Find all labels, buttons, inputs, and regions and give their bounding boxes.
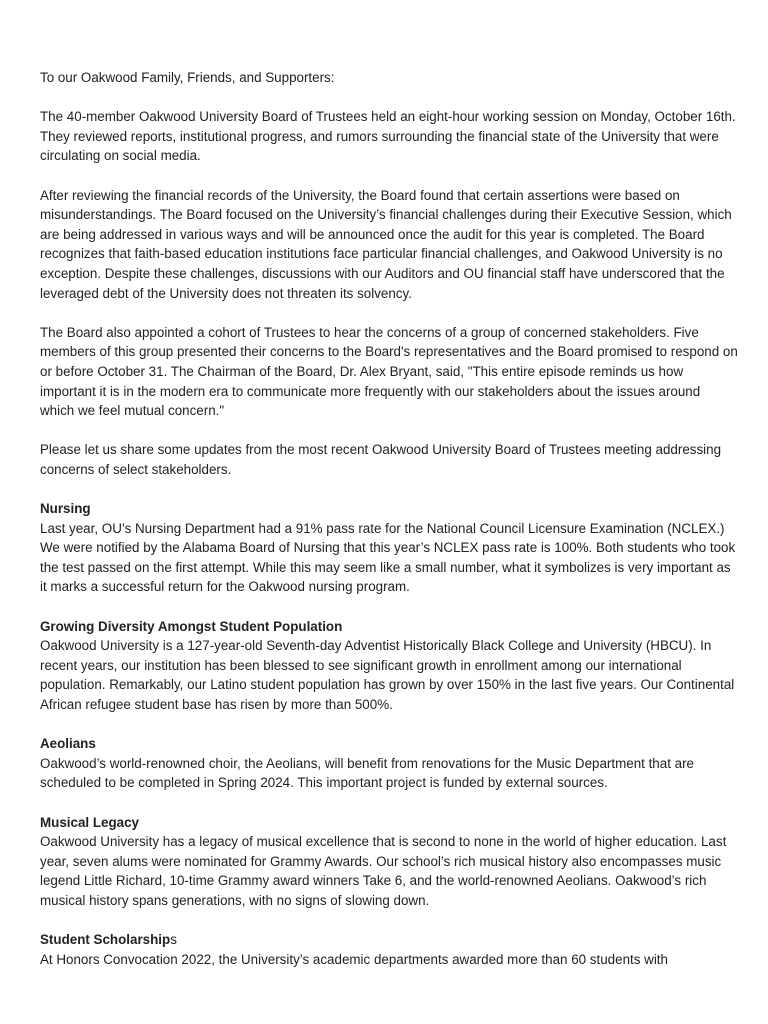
intro-paragraph-updates: Please let us share some updates from the most recent Oakwood University Board of Trustees meeting addressing concerns of select stakeholders. — [40, 442, 722, 477]
section-body: Oakwood University has a legacy of musical excellence that is second to none in the world of higher education. Last year, seven alums were nominated for Grammy Awards. Our school’s rich musical history also encompasses music legend Little Richard, 10-time Grammy award winners Take 6, and the world-renowned Aeolians. Oakwood’s rich musical history spans generations, with no signs of slowing down. — [40, 834, 727, 908]
section-aeolians — [40, 734, 738, 793]
section-heading-text: Nursing — [40, 501, 91, 517]
section-heading-tail: s — [170, 932, 177, 948]
section-heading-text: Student Scholarship — [40, 932, 171, 948]
section-musical-legacy — [40, 813, 738, 911]
section-body: Oakwood’s world-renowned choir, the Aeolians, will benefit from renovations for the Music Department that are scheduled to be completed in Spring 2024. This important project is funded by external sources. — [40, 755, 694, 791]
section-heading — [40, 930, 738, 950]
section-heading-text: Musical Legacy — [40, 814, 139, 830]
intro-paragraph-board-session: The 40-member Oakwood University Board of Trustees held an eight-hour working session on Monday, October 16th. They reviewed reports, institutional progress, and rumors surrounding the financial state of the University that were circulating on social media. — [40, 109, 736, 164]
section-body: At Honors Convocation 2022, the University’s academic departments awarded more than 60 students with — [40, 951, 668, 967]
section-heading-text: Aeolians — [40, 736, 96, 752]
section-heading — [40, 499, 738, 519]
section-body: Last year, OU’s Nursing Department had a 91% pass rate for the National Council Licensure Examination (NCLEX.) We were notified by the Alabama Board of Nursing that this year’s NCLEX pass rate is 100%. Both students who took the test passed on the first attempt. While this may seem like a small number, what it symbolizes is very important as it marks a successful return for the Oakwood nursing program. — [40, 520, 736, 595]
intro-paragraph-stakeholder-concerns: The Board also appointed a cohort of Trustees to hear the concerns of a group of concerned stakeholders. Five members of this group presented their concerns to the Board's representatives and the Board promised to respond on or before October 31. The Chairman of the Board, Dr. Alex Bryant, said, "This entire episode reminds us how important it is in the modern era to communicate more frequently with our stakeholders about the issues around which we feel mutual concern." — [40, 324, 738, 419]
section-heading — [40, 617, 738, 637]
intro-paragraph-financial-review: After reviewing the financial records of the University, the Board found that certain assertions were based on misunderstandings. The Board focused on the University’s financial challenges during their Executive Session, which are being addressed in various ways and will be announced once the audit for this year is completed. The Board recognizes that faith-based education institutions face particular financial challenges, and Oakwood University is no exception. Despite these challenges, discussions with our Auditors and OU financial staff have underscored that the leveraged debt of the University does not threaten its solvency. — [40, 187, 732, 301]
section-heading — [40, 813, 738, 833]
section-heading — [40, 734, 738, 754]
section-heading-text: Growing Diversity Amongst Student Population — [40, 618, 343, 634]
section-nursing — [40, 499, 738, 597]
letter-salutation: To our Oakwood Family, Friends, and Supporters: — [40, 70, 335, 85]
section-student-scholarships — [40, 930, 738, 969]
section-growing-diversity — [40, 617, 738, 715]
section-body: Oakwood University is a 127-year-old Seventh-day Adventist Historically Black College and University (HBCU). In recent years, our institution has been blessed to see significant growth in enrollment among our international population. Remarkably, our Latino student population has grown by over 150% in the last five years. Our Continental African refugee student base has risen by more than 500%. — [40, 638, 735, 712]
